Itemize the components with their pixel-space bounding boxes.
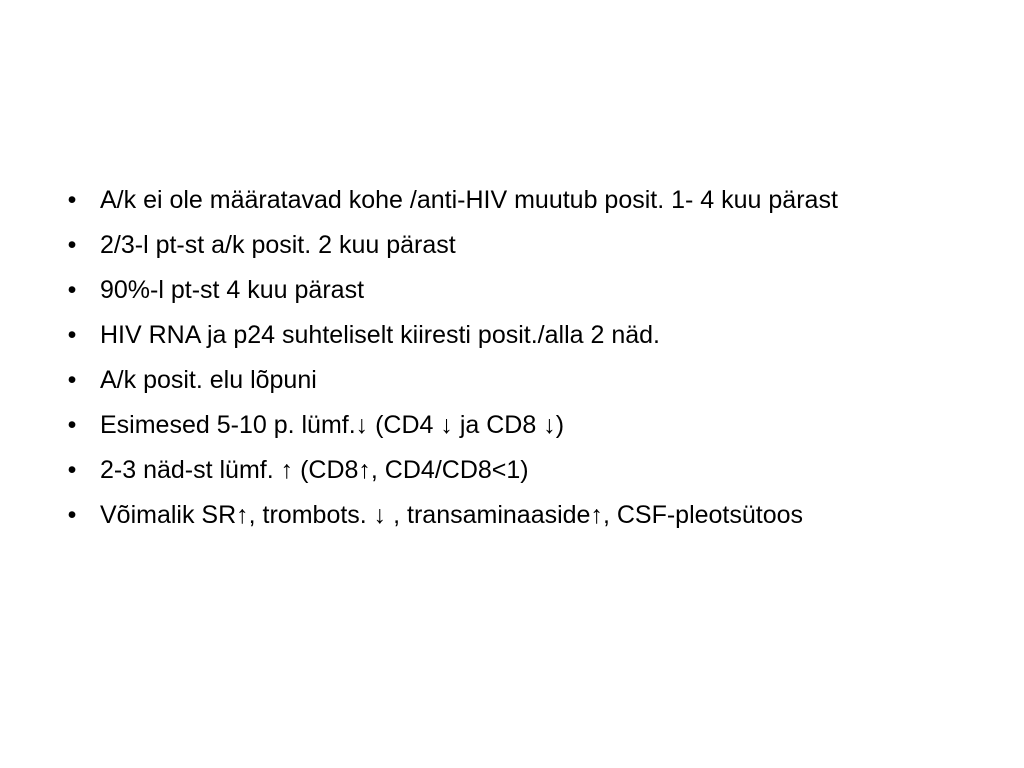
list-item-text: A/k posit. elu lõpuni	[100, 366, 317, 394]
bullet-icon: •	[67, 456, 77, 484]
list-item-text: 2/3-l pt-st a/k posit. 2 kuu pärast	[100, 231, 456, 259]
list-item-text: A/k ei ole määratavad kohe /anti-HIV muutub posit. 1- 4 kuu pärast	[100, 186, 838, 214]
list-item	[62, 319, 962, 351]
list-item-text: 90%-l pt-st 4 kuu pärast	[100, 276, 365, 304]
list-item	[62, 229, 962, 261]
list-item	[62, 454, 962, 486]
list-item	[62, 274, 962, 306]
bullet-icon: •	[67, 186, 77, 214]
list-item	[62, 364, 962, 396]
list-item-text: Esimesed 5-10 p. lümf.↓ (CD4 ↓ ja CD8 ↓)	[100, 411, 565, 439]
list-item-text: Võimalik SR↑, trombots. ↓ , transaminaaside↑, CSF-pleotsütoos	[100, 501, 804, 529]
bullet-icon: •	[67, 501, 77, 529]
bullet-icon: •	[67, 321, 77, 349]
list-item	[62, 409, 962, 441]
bullet-icon: •	[67, 276, 77, 304]
bullet-icon: •	[67, 231, 77, 259]
bullet-icon: •	[67, 366, 77, 394]
list-item-text: 2-3 näd-st lümf. ↑ (CD8↑, CD4/CD8<1)	[100, 456, 529, 484]
bullet-list	[62, 184, 962, 544]
list-item	[62, 184, 962, 216]
list-item	[62, 499, 962, 531]
bullet-icon: •	[67, 411, 77, 439]
list-item-text: HIV RNA ja p24 suhteliselt kiiresti posit./alla 2 näd.	[100, 321, 660, 349]
